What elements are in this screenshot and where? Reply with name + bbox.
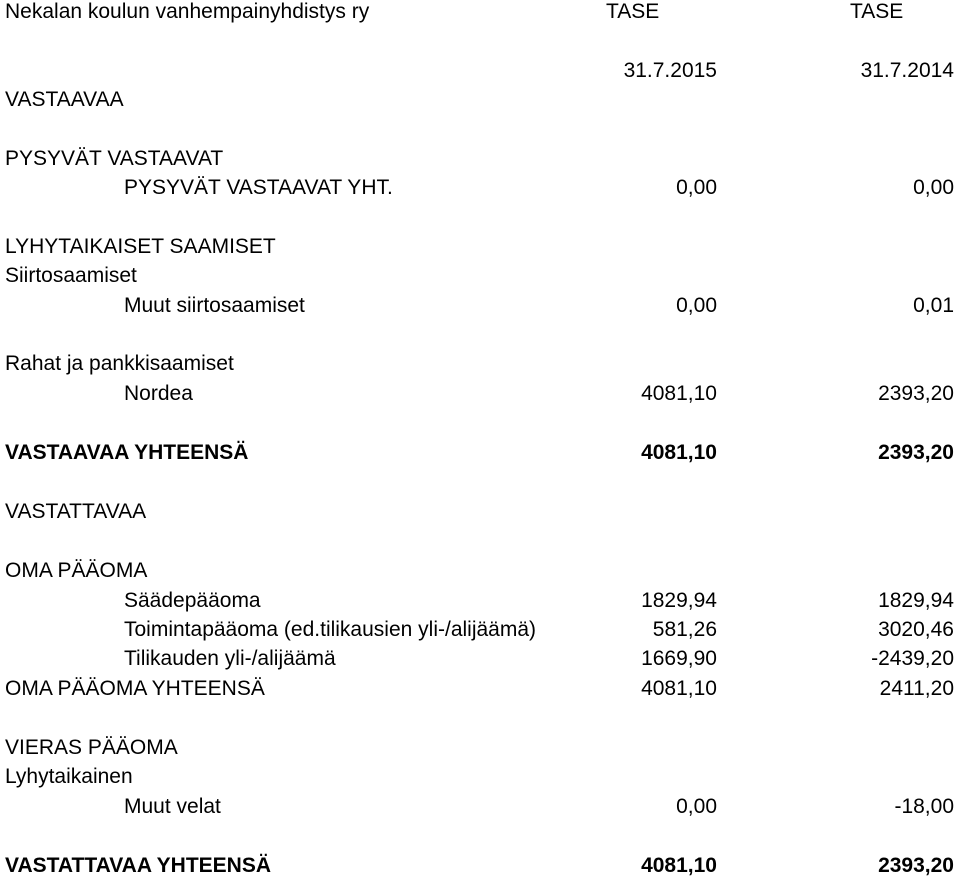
equity-total-row: [0, 674, 960, 704]
liabilities-heading: [0, 497, 960, 527]
value-2015: 4081,10: [641, 382, 717, 405]
value-2015: 4081,10: [641, 441, 717, 464]
column-date-2015: 31.7.2015: [623, 59, 717, 82]
other-debt-row: [0, 792, 960, 822]
value-2014: 1829,94: [878, 589, 954, 612]
fixed-assets-total-row: [0, 173, 960, 203]
debt-title: VIERAS PÄÄOMA: [5, 736, 178, 759]
fixed-assets-title: PYSYVÄT VASTAAVAT: [5, 147, 224, 170]
table-row: [0, 615, 960, 645]
value-2014: 2393,20: [878, 854, 954, 877]
assets-heading: [0, 85, 960, 115]
assets-total-row: [0, 438, 960, 468]
row-label: Tilikauden yli-/alijäämä: [124, 647, 336, 670]
cash-title: Rahat ja pankkisaamiset: [5, 352, 234, 375]
short-term-receivables-title: LYHYTAIKAISET SAAMISET: [5, 235, 276, 258]
value-2014: 2411,20: [879, 677, 954, 700]
accruals-heading: [0, 261, 960, 291]
value-2015: 1829,94: [641, 589, 717, 612]
short-term-heading: [0, 762, 960, 792]
row-label: OMA PÄÄOMA YHTEENSÄ: [5, 677, 265, 700]
value-2015: 1669,90: [641, 647, 717, 670]
column-date-2014: 31.7.2014: [860, 59, 954, 82]
assets-title: VASTAAVAA: [5, 88, 124, 111]
header-row: [0, 0, 960, 27]
date-row: [0, 56, 960, 86]
row-label: Muut siirtosaamiset: [124, 294, 305, 317]
value-2015: 0,00: [676, 294, 717, 317]
table-row: [0, 586, 960, 616]
value-2014: 2393,20: [878, 382, 954, 405]
row-label: VASTATTAVAA YHTEENSÄ: [5, 854, 272, 877]
column-title-2015: TASE: [606, 0, 660, 23]
value-2015: 4081,10: [641, 677, 717, 700]
debt-heading: [0, 733, 960, 763]
row-label: Nordea: [124, 382, 193, 405]
cash-heading: [0, 349, 960, 379]
nordea-row: [0, 379, 960, 409]
row-label: Toimintapääoma (ed.tilikausien yli-/alijäämä): [124, 618, 537, 641]
liabilities-total-row: [0, 851, 960, 881]
short-term-title: Lyhytaikainen: [5, 765, 133, 788]
table-row: [0, 644, 960, 674]
row-label: Säädepääoma: [124, 589, 261, 612]
value-2014: 2393,20: [878, 441, 954, 464]
accruals-title: Siirtosaamiset: [5, 264, 137, 287]
column-title-2014: TASE: [850, 0, 904, 23]
value-2014: 3020,46: [878, 618, 954, 641]
value-2015: 4081,10: [641, 854, 717, 877]
row-label: PYSYVÄT VASTAAVAT YHT.: [124, 176, 393, 199]
value-2014: -2439,20: [871, 647, 954, 670]
value-2015: 0,00: [676, 795, 717, 818]
equity-heading: [0, 556, 960, 586]
value-2015: 0,00: [676, 176, 717, 199]
other-accruals-row: [0, 291, 960, 321]
value-2014: -18,00: [894, 795, 954, 818]
equity-title: OMA PÄÄOMA: [5, 559, 148, 582]
value-2015: 581,26: [652, 618, 717, 641]
short-term-receivables-heading: [0, 232, 960, 262]
value-2014: 0,01: [913, 294, 954, 317]
organization-name: Nekalan koulun vanhempainyhdistys ry: [5, 0, 370, 23]
row-label: Muut velat: [124, 795, 221, 818]
value-2014: 0,00: [913, 176, 954, 199]
fixed-assets-heading: [0, 144, 960, 174]
liabilities-title: VASTATTAVAA: [5, 500, 147, 523]
row-label: VASTAAVAA YHTEENSÄ: [5, 441, 249, 464]
